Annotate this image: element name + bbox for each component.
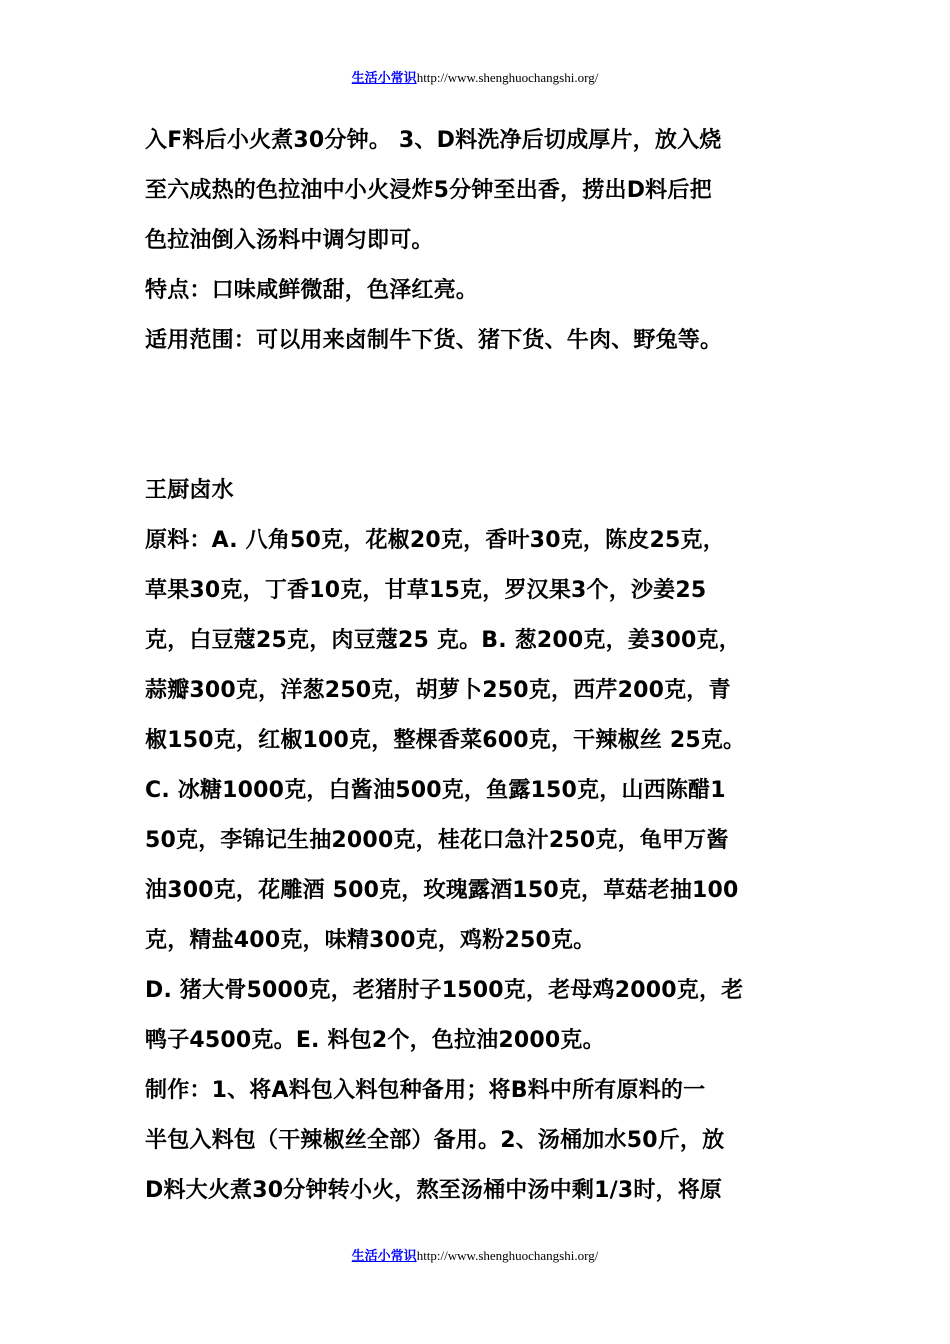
paragraph-line: D料大火煮30分钟转小火，熬至汤桶中汤中剩1/3时，将原: [145, 1178, 723, 1203]
paragraph-line: 草果30克，丁香10克，甘草15克，罗汉果3个，沙姜25: [145, 578, 707, 603]
header-site-url: http://www.shenghuochangshi.org/: [416, 70, 599, 85]
paragraph-line: D. 猪大骨5000克，老猪肘子1500克，老母鸡2000克，老: [145, 978, 744, 1003]
paragraph-line: 蒜瓣300克，洋葱250克，胡萝卜250克，西芹200克，青: [145, 678, 731, 703]
header-site-link[interactable]: 生活小常识: [351, 70, 417, 85]
usage-scope-line: 适用范围：可以用来卤制牛下货、猪下货、牛肉、野兔等。: [145, 328, 723, 353]
section-title: 王厨卤水: [145, 478, 234, 503]
paragraph-line: 克，精盐400克，味精300克，鸡粉250克。: [145, 928, 596, 953]
paragraph-line: 入F料后小火煮30分钟。 3、D料洗净后切成厚片，放入烧: [145, 128, 722, 153]
paragraph-line: 克，白豆蔻25克，肉豆蔻25 克。B. 葱200克，姜300克，: [145, 628, 741, 653]
paragraph-line: 半包入料包（干辣椒丝全部）备用。2、汤桶加水50斤，放: [145, 1128, 725, 1153]
paragraph-line: C. 冰糖1000克，白酱油500克，鱼露150克，山西陈醋1: [145, 778, 726, 803]
features-line: 特点：口味咸鲜微甜，色泽红亮。: [145, 278, 479, 303]
paragraph-line: 50克，李锦记生抽2000克，桂花口急汁250克，龟甲万酱: [145, 828, 729, 853]
paragraph-line: 椒150克，红椒100克，整棵香菜600克，干辣椒丝 25克。: [145, 728, 746, 753]
section-gap: [145, 366, 815, 466]
paragraph-line: 色拉油倒入汤料中调匀即可。: [145, 228, 434, 253]
page-footer: [0, 1248, 950, 1264]
document-body: [145, 116, 815, 1216]
paragraph-line: 鸭子4500克。E. 料包2个，色拉油2000克。: [145, 1028, 605, 1053]
paragraph-line: 原料：A. 八角50克，花椒20克，香叶30克，陈皮25克，: [145, 528, 725, 553]
paragraph-line: 至六成热的色拉油中小火浸炸5分钟至出香，捞出D料后把: [145, 178, 712, 203]
page-header: [0, 70, 950, 86]
paragraph-line: 制作：1、将A料包入料包种备用；将B料中所有原料的一: [145, 1078, 706, 1103]
paragraph-line: 油300克，花雕酒 500克，玫瑰露酒150克，草菇老抽100: [145, 878, 739, 903]
footer-site-link[interactable]: 生活小常识: [351, 1248, 417, 1263]
footer-site-url: http://www.shenghuochangshi.org/: [416, 1248, 599, 1263]
